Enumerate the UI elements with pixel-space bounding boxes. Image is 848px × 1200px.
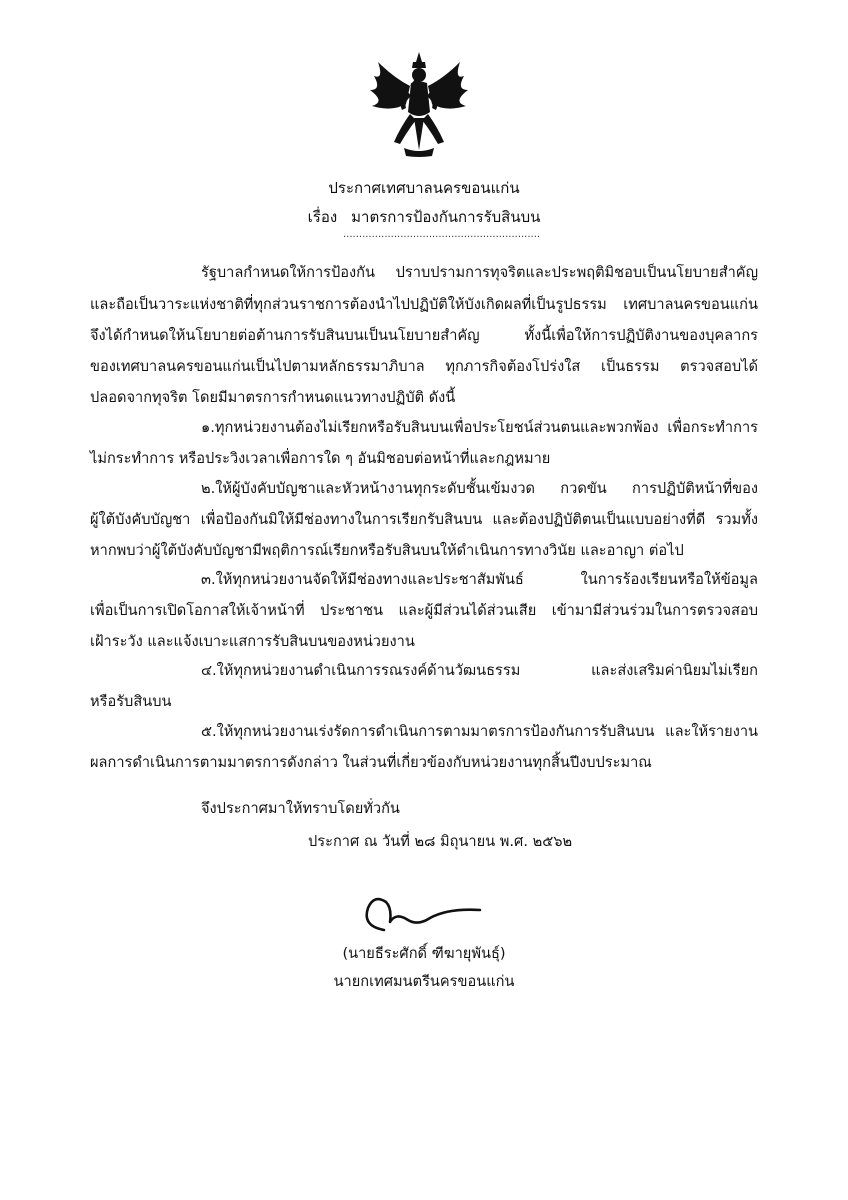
- announcement-subject-line: [0, 205, 848, 229]
- announcement-title: ประกาศเทศบาลนครขอนแก่น: [328, 179, 520, 197]
- item-3-line-2: เพื่อเป็นการเปิดโอกาสให้เจ้าหน้าที่ ประชาชน และผู้มีส่วนได้ส่วนเสีย เข้ามามีส่วนร่วมในการตรวจสอบ: [90, 602, 758, 619]
- item-1-line-1: ๑.ทุกหน่วยงานต้องไม่เรียกหรือรับสินบนเพื่อประโยชน์ส่วนตนและพวกพ้อง เพื่อกระทำการ: [201, 419, 758, 436]
- intro-line-3: จึงได้กำหนดให้นโยบายต่อต้านการรับสินบนเป็นนโยบายสำคัญ ทั้งนี้เพื่อให้การปฏิบัติงานของบุคลากร: [90, 327, 758, 344]
- item-2-line-1: ๒.ให้ผู้บังคับบัญชาและหัวหน้างานทุกระดับชั้นเข้มงวด กวดขัน การปฏิบัติหน้าที่ของ: [201, 480, 758, 497]
- announcement-date: ประกาศ ณ วันที่ ๒๘ มิถุนายน พ.ศ. ๒๕๖๒: [308, 833, 573, 850]
- item-2-line-3: หากพบว่าผู้ใต้บังคับบัญชามีพฤติการณ์เรียกหรือรับสินบนให้ดำเนินการทางวินัย และอาญา ต่อไป: [90, 542, 684, 559]
- item-3-line-3: เฝ้าระวัง และแจ้งเบาะแสการรับสินบนของหน่วยงาน: [90, 633, 415, 650]
- item-5-line-1: ๕.ให้ทุกหน่วยงานเร่งรัดการดำเนินการตามมาตรการป้องกันการรับสินบน และให้รายงาน: [201, 723, 758, 740]
- item-4-line-2: หรือรับสินบน: [90, 693, 172, 710]
- item-3-line-1: ๓.ให้ทุกหน่วยงานจัดให้มีช่องทางและประชาสัมพันธ์ ในการร้องเรียนหรือให้ข้อมูล: [201, 571, 758, 588]
- intro-line-4: ของเทศบาลนครขอนแก่นเป็นไปตามหลักธรรมาภิบาล ทุกภารกิจต้องโปร่งใส เป็นธรรม ตรวจสอบได้: [90, 358, 758, 375]
- intro-line-1: รัฐบาลกำหนดให้การป้องกัน ปราบปรามการทุจริตและประพฤติมิชอบเป็นนโยบายสำคัญ: [201, 264, 758, 281]
- subject-label: เรื่อง: [307, 208, 338, 226]
- item-2-line-2: ผู้ใต้บังคับบัญชา เพื่อป้องกันมิให้มีช่องทางในการเรียกรับสินบน และต้องปฏิบัติตนเป็นแบบอย่างที่ดี รวมทั้ง: [90, 511, 758, 528]
- title-divider: ..............................................................: [343, 229, 541, 240]
- intro-line-2: และถือเป็นวาระแห่งชาติที่ทุกส่วนราชการต้องนำไปปฏิบัติให้บังเกิดผลที่เป็นรูปธรรม เทศบาลนครขอนแก่น: [90, 296, 758, 313]
- subject-text: มาตรการป้องกันการรับสินบน: [351, 208, 541, 226]
- item-5-line-2: ผลการดำเนินการตามมาตรการดังกล่าว ในส่วนที่เกี่ยวข้องกับหน่วยงานทุกสิ้นปีงบประมาณ: [90, 754, 652, 771]
- closing-statement: จึงประกาศมาให้ทราบโดยทั่วกัน: [201, 800, 400, 817]
- handwritten-signature-icon: [356, 882, 486, 942]
- item-1-line-2: ไม่กระทำการ หรือประวิงเวลาเพื่อการใด ๆ อันมิชอบต่อหน้าที่และกฎหมาย: [90, 450, 551, 467]
- intro-line-5: ปลอดจากทุจริต โดยมีมาตรการกำหนดแนวทางปฏิบัติ ดังนี้: [90, 389, 456, 406]
- signatory-position: นายกเทศมนตรีนครขอนแก่น: [333, 973, 515, 990]
- item-4-line-1: ๔.ให้ทุกหน่วยงานดำเนินการรณรงค์ด้านวัฒนธรรม และส่งเสริมค่านิยมไม่เรียก: [201, 662, 758, 679]
- garuda-emblem-icon: [364, 50, 474, 158]
- signatory-name: (นายธีระศักดิ์ ฑีฆายุพันธุ์): [342, 945, 506, 962]
